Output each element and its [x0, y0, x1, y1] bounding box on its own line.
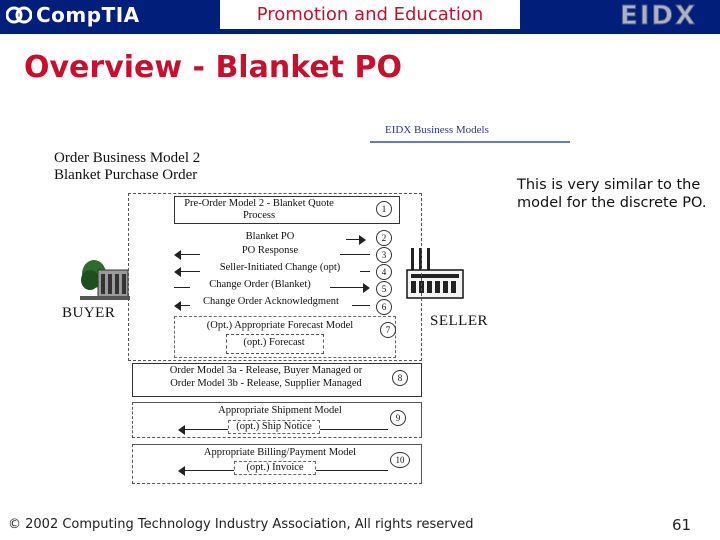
seller-label: SELLER — [430, 313, 488, 329]
step-8-label-line2: Order Model 3b - Release, Supplier Managed — [170, 378, 362, 389]
page-number: 61 — [672, 516, 692, 534]
business-model-diagram — [50, 116, 530, 488]
diagram-title-line2: Blanket Purchase Order — [54, 167, 198, 183]
page-title: Overview - Blanket PO — [24, 50, 402, 85]
eidx-logo — [620, 2, 710, 30]
comptia-logo-text: CompTIA — [36, 3, 140, 27]
step-2-number: 2 — [376, 230, 392, 246]
step-9-number: 9 — [390, 410, 406, 426]
step-9-sub-label: (opt.) Ship Notice — [228, 420, 320, 434]
diagram-rule — [370, 141, 570, 143]
step-8-label-line1: Order Model 3a - Release, Buyer Managed or — [169, 365, 363, 376]
step-7-number: 7 — [380, 322, 396, 338]
step-9-label: Appropriate Shipment Model — [218, 405, 342, 416]
step-10-sub-label: (opt.) Invoice — [234, 461, 316, 475]
step-7-label: (Opt.) Appropriate Forecast Model — [206, 320, 354, 331]
diagram-supertitle: EIDX Business Models — [385, 124, 489, 136]
step-3-label: PO Response — [200, 245, 340, 257]
step-5-label: Change Order (Blanket) — [190, 279, 330, 291]
footer-copyright: © 2002 Computing Technology Industry Association, All rights reserved — [8, 517, 474, 532]
step-6-label: Change Order Acknowledgment — [190, 296, 352, 308]
slide-note: This is very similar to the model for the discrete PO. — [517, 177, 707, 211]
step-2-label: Blanket PO — [245, 231, 295, 242]
buyer-building-icon — [80, 256, 130, 301]
step-4-label: Seller-Initiated Change (opt) — [200, 262, 360, 274]
step-2-arrowhead — [346, 235, 366, 245]
step-8-number: 8 — [392, 370, 408, 386]
buyer-label: BUYER — [62, 305, 116, 321]
header-title: Promotion and Education — [220, 0, 520, 29]
step-1-number: 1 — [376, 201, 392, 217]
eidx-logo-text: EIDX — [620, 1, 698, 31]
step-10-label: Appropriate Billing/Payment Model — [203, 447, 357, 458]
comptia-mark-icon — [6, 4, 32, 26]
step-7-sub-label: (opt.) Forecast — [243, 337, 305, 348]
step-4-number: 4 — [376, 264, 392, 280]
step-5-number: 5 — [376, 281, 392, 297]
header-bar — [0, 0, 720, 34]
step-3-number: 3 — [376, 247, 392, 263]
comptia-logo — [6, 3, 140, 27]
step-1-label: Pre-Order Model 2 - Blanket Quote Process — [184, 198, 334, 221]
step-10-number: 10 — [390, 452, 410, 468]
step-6-number: 6 — [376, 299, 392, 315]
diagram-title-line1: Order Business Model 2 — [54, 150, 201, 166]
diagram-title — [54, 150, 200, 184]
